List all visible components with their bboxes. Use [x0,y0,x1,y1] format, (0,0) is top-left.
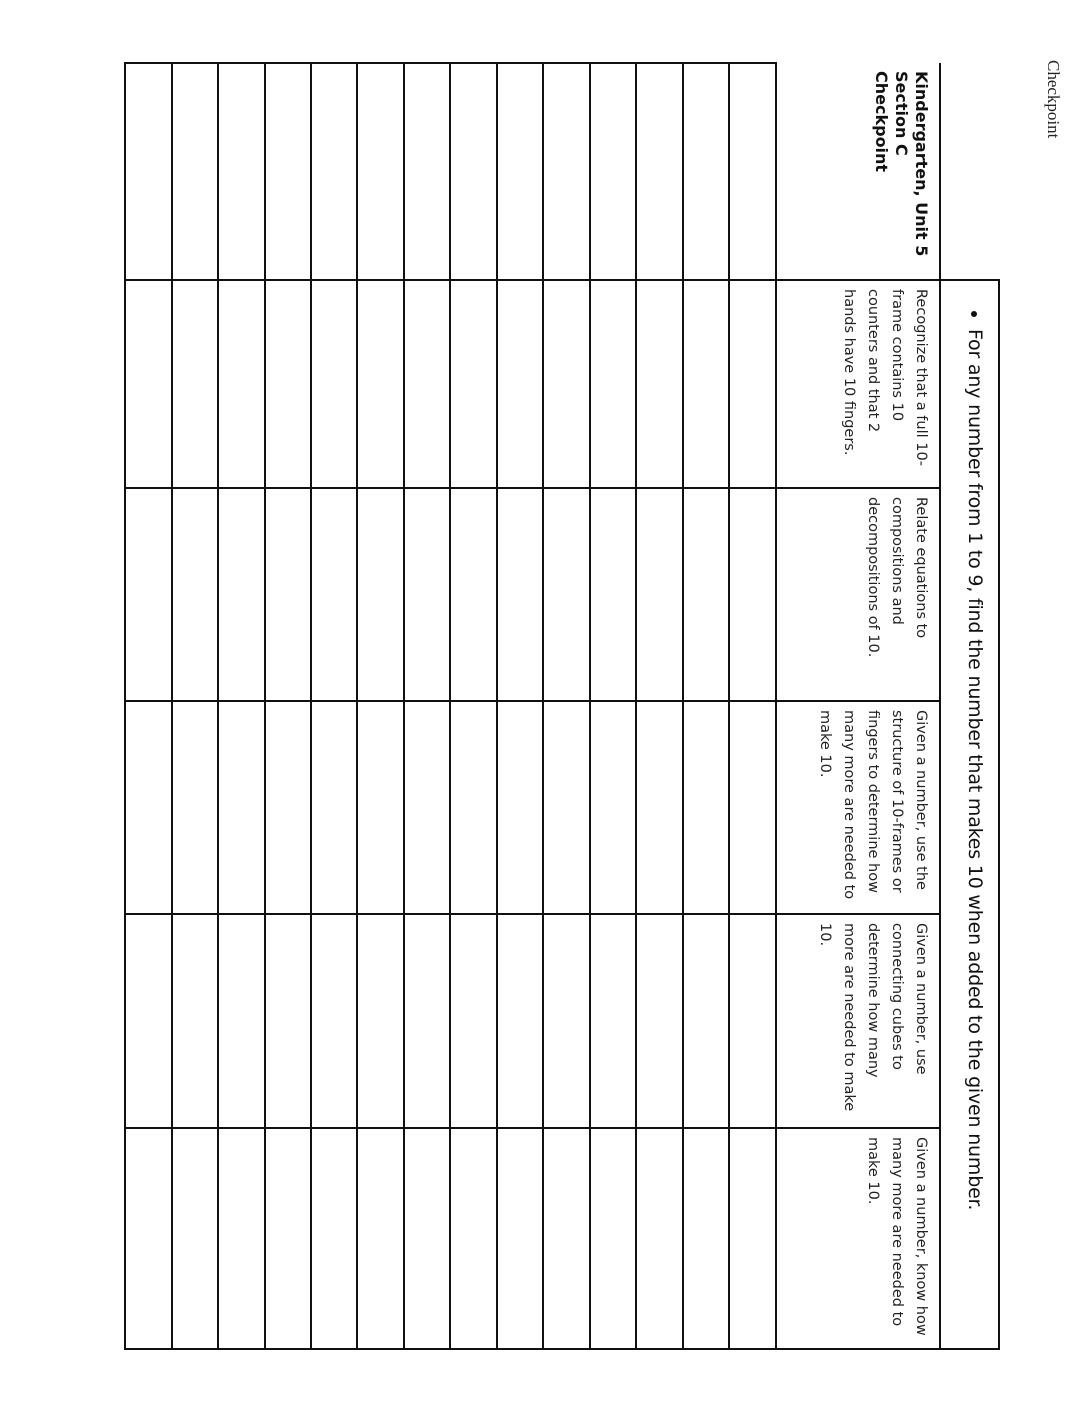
student-name-cell[interactable] [636,63,682,280]
student-rows [125,63,776,1349]
running-header: Checkpoint [1044,60,1063,139]
checklist-mark-cell[interactable] [497,914,543,1128]
checklist-mark-cell[interactable] [450,488,496,701]
checklist-mark-cell[interactable] [590,914,636,1128]
student-name-cell[interactable] [543,63,589,280]
criterion-cell: Given a number, know how many more are needed to make 10. [776,1128,940,1349]
student-name-cell[interactable] [218,63,264,280]
checklist-mark-cell[interactable] [311,914,357,1128]
checklist-mark-cell[interactable] [683,1128,729,1349]
checklist-mark-cell[interactable] [636,280,682,488]
checklist-mark-cell[interactable] [125,1128,172,1349]
student-row [125,63,172,1349]
student-row [404,63,450,1349]
student-row [729,63,775,1349]
criteria-row [776,63,940,1349]
student-name-cell[interactable] [590,63,636,280]
checklist-mark-cell[interactable] [450,280,496,488]
criterion-cell: Given a number, use the structure of 10-frames or fingers to determine how many more are needed to make 10. [776,701,940,914]
student-name-cell[interactable] [497,63,543,280]
checklist-mark-cell[interactable] [497,280,543,488]
checklist-mark-cell[interactable] [590,488,636,701]
checklist-mark-cell[interactable] [543,701,589,914]
goal-row [940,63,999,1349]
title-checkpoint: Checkpoint [871,71,891,173]
criterion-cell: Recognize that a full 10-frame contains 10 counters and that 2 hands have 10 fingers. [776,280,940,488]
checklist-mark-cell[interactable] [636,1128,682,1349]
goal-list [962,303,988,1348]
checklist-mark-cell[interactable] [636,488,682,701]
student-row [683,63,729,1349]
checkpoint-table [124,62,1000,1350]
checklist-mark-cell[interactable] [311,701,357,914]
checklist-mark-cell[interactable] [218,1128,264,1349]
checklist-mark-cell[interactable] [357,1128,403,1349]
criterion-cell: Given a number, use connecting cubes to determine how many more are needed to make 10. [776,914,940,1128]
checklist-mark-cell[interactable] [729,280,775,488]
checklist-mark-cell[interactable] [404,701,450,914]
empty-corner-cell [940,63,999,280]
checklist-mark-cell[interactable] [125,701,172,914]
student-row [357,63,403,1349]
checklist-mark-cell[interactable] [265,280,311,488]
checklist-mark-cell[interactable] [450,701,496,914]
checkpoint-sheet [124,62,1000,1348]
checklist-mark-cell[interactable] [729,914,775,1128]
checklist-mark-cell[interactable] [590,701,636,914]
checklist-mark-cell[interactable] [636,914,682,1128]
student-row [265,63,311,1349]
checklist-mark-cell[interactable] [172,1128,218,1349]
student-name-cell[interactable] [357,63,403,280]
checklist-mark-cell[interactable] [543,1128,589,1349]
criterion-cell: Relate equations to compositions and decompositions of 10. [776,488,940,701]
student-row [172,63,218,1349]
student-row [218,63,264,1349]
checklist-mark-cell[interactable] [404,1128,450,1349]
checklist-mark-cell[interactable] [311,1128,357,1349]
student-row [497,63,543,1349]
checklist-mark-cell[interactable] [357,280,403,488]
student-row [590,63,636,1349]
learning-goal: • For any number from 1 to 9, find the number that makes 10 when added to the given number. [962,329,988,1348]
checklist-mark-cell[interactable] [311,488,357,701]
student-row [450,63,496,1349]
checklist-mark-cell[interactable] [497,701,543,914]
checklist-mark-cell[interactable] [218,701,264,914]
checklist-mark-cell[interactable] [543,280,589,488]
checklist-title [776,63,940,280]
checklist-mark-cell[interactable] [265,1128,311,1349]
checklist-mark-cell[interactable] [265,914,311,1128]
checklist-mark-cell[interactable] [125,280,172,488]
checklist-mark-cell[interactable] [450,914,496,1128]
learning-goal-cell [940,280,999,1349]
checklist-mark-cell[interactable] [357,914,403,1128]
checklist-mark-cell[interactable] [543,488,589,701]
checklist-mark-cell[interactable] [636,701,682,914]
checklist-mark-cell[interactable] [590,1128,636,1349]
checklist-mark-cell[interactable] [590,280,636,488]
checklist-mark-cell[interactable] [125,488,172,701]
checklist-mark-cell[interactable] [172,701,218,914]
checklist-mark-cell[interactable] [357,701,403,914]
checklist-mark-cell[interactable] [218,280,264,488]
checklist-mark-cell[interactable] [683,488,729,701]
checklist-mark-cell[interactable] [172,914,218,1128]
checklist-mark-cell[interactable] [265,701,311,914]
checklist-mark-cell[interactable] [404,280,450,488]
student-row [543,63,589,1349]
student-name-cell[interactable] [729,63,775,280]
student-name-cell[interactable] [172,63,218,280]
student-name-cell[interactable] [265,63,311,280]
checklist-mark-cell[interactable] [683,280,729,488]
checklist-mark-cell[interactable] [729,488,775,701]
checklist-mark-cell[interactable] [450,1128,496,1349]
checklist-mark-cell[interactable] [172,280,218,488]
student-name-cell[interactable] [404,63,450,280]
checklist-mark-cell[interactable] [497,1128,543,1349]
checklist-mark-cell[interactable] [729,701,775,914]
checklist-mark-cell[interactable] [218,914,264,1128]
checklist-mark-cell[interactable] [218,488,264,701]
checklist-mark-cell[interactable] [172,488,218,701]
checklist-mark-cell[interactable] [497,488,543,701]
checklist-mark-cell[interactable] [729,1128,775,1349]
title-unit: Kindergarten, Unit 5 [911,71,931,257]
student-row [311,63,357,1349]
student-name-cell[interactable] [450,63,496,280]
checklist-mark-cell[interactable] [125,914,172,1128]
checklist-mark-cell[interactable] [357,488,403,701]
checklist-mark-cell[interactable] [311,280,357,488]
checklist-mark-cell[interactable] [404,914,450,1128]
student-row [636,63,682,1349]
student-name-cell[interactable] [311,63,357,280]
student-name-cell[interactable] [683,63,729,280]
student-name-cell[interactable] [125,63,172,280]
title-section: Section C [891,71,911,156]
checklist-mark-cell[interactable] [265,488,311,701]
checklist-mark-cell[interactable] [404,488,450,701]
checklist-mark-cell[interactable] [683,914,729,1128]
checklist-mark-cell[interactable] [683,701,729,914]
checklist-mark-cell[interactable] [543,914,589,1128]
